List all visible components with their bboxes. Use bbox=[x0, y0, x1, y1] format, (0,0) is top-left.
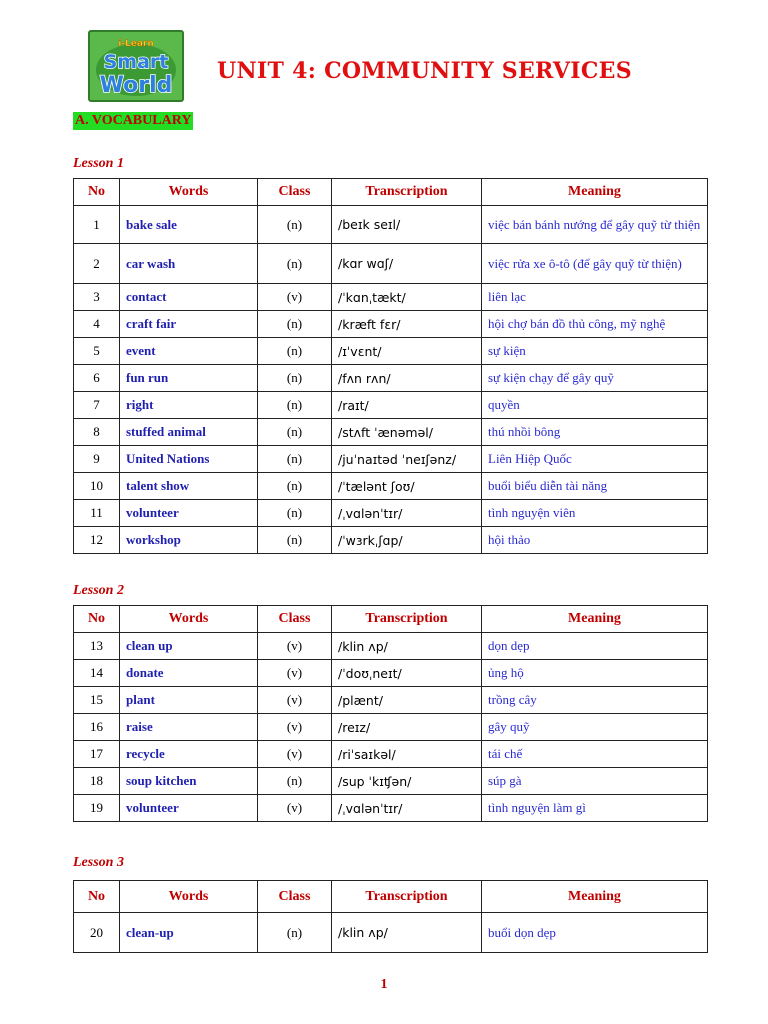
row-word: volunteer bbox=[120, 795, 258, 822]
row-transcription: /raɪt/ bbox=[332, 392, 482, 419]
row-no: 9 bbox=[74, 446, 120, 473]
table-row bbox=[74, 795, 708, 822]
row-no: 16 bbox=[74, 714, 120, 741]
row-meaning: việc bán bánh nướng để gây quỹ từ thiện bbox=[482, 206, 708, 244]
row-no: 14 bbox=[74, 660, 120, 687]
row-class: (n) bbox=[258, 527, 332, 554]
row-word: workshop bbox=[120, 527, 258, 554]
row-meaning: việc rửa xe ô-tô (để gây quỹ từ thiện) bbox=[482, 244, 708, 284]
row-transcription: /fʌn rʌn/ bbox=[332, 365, 482, 392]
row-class: (v) bbox=[258, 714, 332, 741]
row-class: (v) bbox=[258, 633, 332, 660]
header-meaning: Meaning bbox=[482, 179, 708, 206]
row-no: 18 bbox=[74, 768, 120, 795]
row-meaning: sự kiện bbox=[482, 338, 708, 365]
row-class: (v) bbox=[258, 741, 332, 768]
row-word: car wash bbox=[120, 244, 258, 284]
row-no: 12 bbox=[74, 527, 120, 554]
section-heading: A. VOCABULARY bbox=[75, 113, 192, 128]
row-meaning: quyền bbox=[482, 392, 708, 419]
row-word: clean up bbox=[120, 633, 258, 660]
row-meaning: buổi biểu diễn tài năng bbox=[482, 473, 708, 500]
row-class: (n) bbox=[258, 500, 332, 527]
row-word: donate bbox=[120, 660, 258, 687]
page-number: 1 bbox=[380, 977, 388, 992]
row-transcription: /ɪˈvɛnt/ bbox=[332, 338, 482, 365]
table-header-row bbox=[74, 179, 708, 206]
row-no: 1 bbox=[74, 206, 120, 244]
row-transcription: /plænt/ bbox=[332, 687, 482, 714]
row-no: 6 bbox=[74, 365, 120, 392]
row-word: volunteer bbox=[120, 500, 258, 527]
row-transcription: /riˈsaɪkəl/ bbox=[332, 741, 482, 768]
row-word: clean-up bbox=[120, 913, 258, 953]
header-transcription: Transcription bbox=[332, 606, 482, 633]
row-no: 19 bbox=[74, 795, 120, 822]
row-meaning: tình nguyện viên bbox=[482, 500, 708, 527]
row-no: 20 bbox=[74, 913, 120, 953]
svg-text:i-Learn: i-Learn bbox=[118, 39, 154, 49]
lesson-2-table bbox=[73, 605, 708, 822]
header-class: Class bbox=[258, 179, 332, 206]
row-no: 4 bbox=[74, 311, 120, 338]
table-row bbox=[74, 206, 708, 244]
table-row bbox=[74, 913, 708, 953]
table-row bbox=[74, 392, 708, 419]
row-word: recycle bbox=[120, 741, 258, 768]
row-meaning: hội chợ bán đồ thủ công, mỹ nghệ bbox=[482, 311, 708, 338]
row-no: 8 bbox=[74, 419, 120, 446]
header-no: No bbox=[74, 606, 120, 633]
svg-text:Smart: Smart bbox=[103, 51, 169, 73]
smart-world-logo bbox=[88, 30, 184, 102]
row-meaning: sự kiện chạy để gây quỹ bbox=[482, 365, 708, 392]
header-words: Words bbox=[120, 606, 258, 633]
table-header-row bbox=[74, 881, 708, 913]
row-class: (n) bbox=[258, 419, 332, 446]
table-row bbox=[74, 633, 708, 660]
table-row bbox=[74, 311, 708, 338]
table-row bbox=[74, 500, 708, 527]
row-class: (n) bbox=[258, 365, 332, 392]
row-no: 17 bbox=[74, 741, 120, 768]
row-word: contact bbox=[120, 284, 258, 311]
row-word: raise bbox=[120, 714, 258, 741]
row-word: right bbox=[120, 392, 258, 419]
table-row bbox=[74, 768, 708, 795]
row-word: talent show bbox=[120, 473, 258, 500]
row-meaning: trồng cây bbox=[482, 687, 708, 714]
row-transcription: /ˌvɑlənˈtɪr/ bbox=[332, 500, 482, 527]
row-class: (n) bbox=[258, 913, 332, 953]
table-row bbox=[74, 473, 708, 500]
row-meaning: súp gà bbox=[482, 768, 708, 795]
row-meaning: Liên Hiệp Quốc bbox=[482, 446, 708, 473]
svg-text:World: World bbox=[99, 73, 173, 98]
table-header-row bbox=[74, 606, 708, 633]
table-row bbox=[74, 244, 708, 284]
row-transcription: /ˌvɑlənˈtɪr/ bbox=[332, 795, 482, 822]
row-word: plant bbox=[120, 687, 258, 714]
table-row bbox=[74, 527, 708, 554]
header-meaning: Meaning bbox=[482, 881, 708, 913]
row-class: (v) bbox=[258, 795, 332, 822]
lesson-3-label: Lesson 3 bbox=[73, 855, 124, 870]
row-meaning: buổi dọn dẹp bbox=[482, 913, 708, 953]
header-no: No bbox=[74, 179, 120, 206]
header-transcription: Transcription bbox=[332, 881, 482, 913]
row-class: (n) bbox=[258, 311, 332, 338]
row-class: (n) bbox=[258, 206, 332, 244]
row-transcription: /ˈkɑnˌtækt/ bbox=[332, 284, 482, 311]
row-transcription: /kɑr wɑʃ/ bbox=[332, 244, 482, 284]
lesson-1-table bbox=[73, 178, 708, 554]
row-transcription: /reɪz/ bbox=[332, 714, 482, 741]
row-meaning: gây quỹ bbox=[482, 714, 708, 741]
row-no: 13 bbox=[74, 633, 120, 660]
row-no: 15 bbox=[74, 687, 120, 714]
row-class: (n) bbox=[258, 446, 332, 473]
row-meaning: hội thảo bbox=[482, 527, 708, 554]
row-no: 11 bbox=[74, 500, 120, 527]
row-class: (n) bbox=[258, 768, 332, 795]
row-transcription: /klin ʌp/ bbox=[332, 913, 482, 953]
lesson-3-table bbox=[73, 880, 708, 953]
row-class: (n) bbox=[258, 392, 332, 419]
row-meaning: ủng hộ bbox=[482, 660, 708, 687]
header-no: No bbox=[74, 881, 120, 913]
row-transcription: /sup ˈkɪʧən/ bbox=[332, 768, 482, 795]
row-no: 7 bbox=[74, 392, 120, 419]
row-class: (v) bbox=[258, 660, 332, 687]
row-meaning: thú nhồi bông bbox=[482, 419, 708, 446]
row-transcription: /kræft fɛr/ bbox=[332, 311, 482, 338]
table-row bbox=[74, 284, 708, 311]
table-row bbox=[74, 714, 708, 741]
header-class: Class bbox=[258, 606, 332, 633]
row-word: event bbox=[120, 338, 258, 365]
row-word: craft fair bbox=[120, 311, 258, 338]
row-transcription: /ˈwɜrkˌʃɑp/ bbox=[332, 527, 482, 554]
table-row bbox=[74, 660, 708, 687]
table-row bbox=[74, 687, 708, 714]
table-row bbox=[74, 446, 708, 473]
row-transcription: /stʌft ˈænəməl/ bbox=[332, 419, 482, 446]
page-title: UNIT 4: COMMUNITY SERVICES bbox=[217, 58, 632, 84]
row-word: soup kitchen bbox=[120, 768, 258, 795]
table-row bbox=[74, 419, 708, 446]
row-class: (n) bbox=[258, 244, 332, 284]
row-meaning: liên lạc bbox=[482, 284, 708, 311]
row-class: (v) bbox=[258, 687, 332, 714]
row-transcription: /klin ʌp/ bbox=[332, 633, 482, 660]
lesson-2-label: Lesson 2 bbox=[73, 583, 124, 598]
row-word: fun run bbox=[120, 365, 258, 392]
header-meaning: Meaning bbox=[482, 606, 708, 633]
row-no: 5 bbox=[74, 338, 120, 365]
row-transcription: /ˈdoʊˌneɪt/ bbox=[332, 660, 482, 687]
row-meaning: tái chế bbox=[482, 741, 708, 768]
header-transcription: Transcription bbox=[332, 179, 482, 206]
row-word: bake sale bbox=[120, 206, 258, 244]
row-no: 2 bbox=[74, 244, 120, 284]
row-no: 10 bbox=[74, 473, 120, 500]
header-words: Words bbox=[120, 881, 258, 913]
row-class: (v) bbox=[258, 284, 332, 311]
table-row bbox=[74, 365, 708, 392]
table-row bbox=[74, 338, 708, 365]
row-word: United Nations bbox=[120, 446, 258, 473]
row-transcription: /beɪk seɪl/ bbox=[332, 206, 482, 244]
row-word: stuffed animal bbox=[120, 419, 258, 446]
row-no: 3 bbox=[74, 284, 120, 311]
row-class: (n) bbox=[258, 473, 332, 500]
header-class: Class bbox=[258, 881, 332, 913]
row-meaning: tình nguyện làm gì bbox=[482, 795, 708, 822]
row-transcription: /juˈnaɪtəd ˈneɪʃənz/ bbox=[332, 446, 482, 473]
row-transcription: /ˈtælənt ʃoʊ/ bbox=[332, 473, 482, 500]
row-meaning: dọn dẹp bbox=[482, 633, 708, 660]
row-class: (n) bbox=[258, 338, 332, 365]
lesson-1-label: Lesson 1 bbox=[73, 156, 124, 171]
table-row bbox=[74, 741, 708, 768]
header-words: Words bbox=[120, 179, 258, 206]
